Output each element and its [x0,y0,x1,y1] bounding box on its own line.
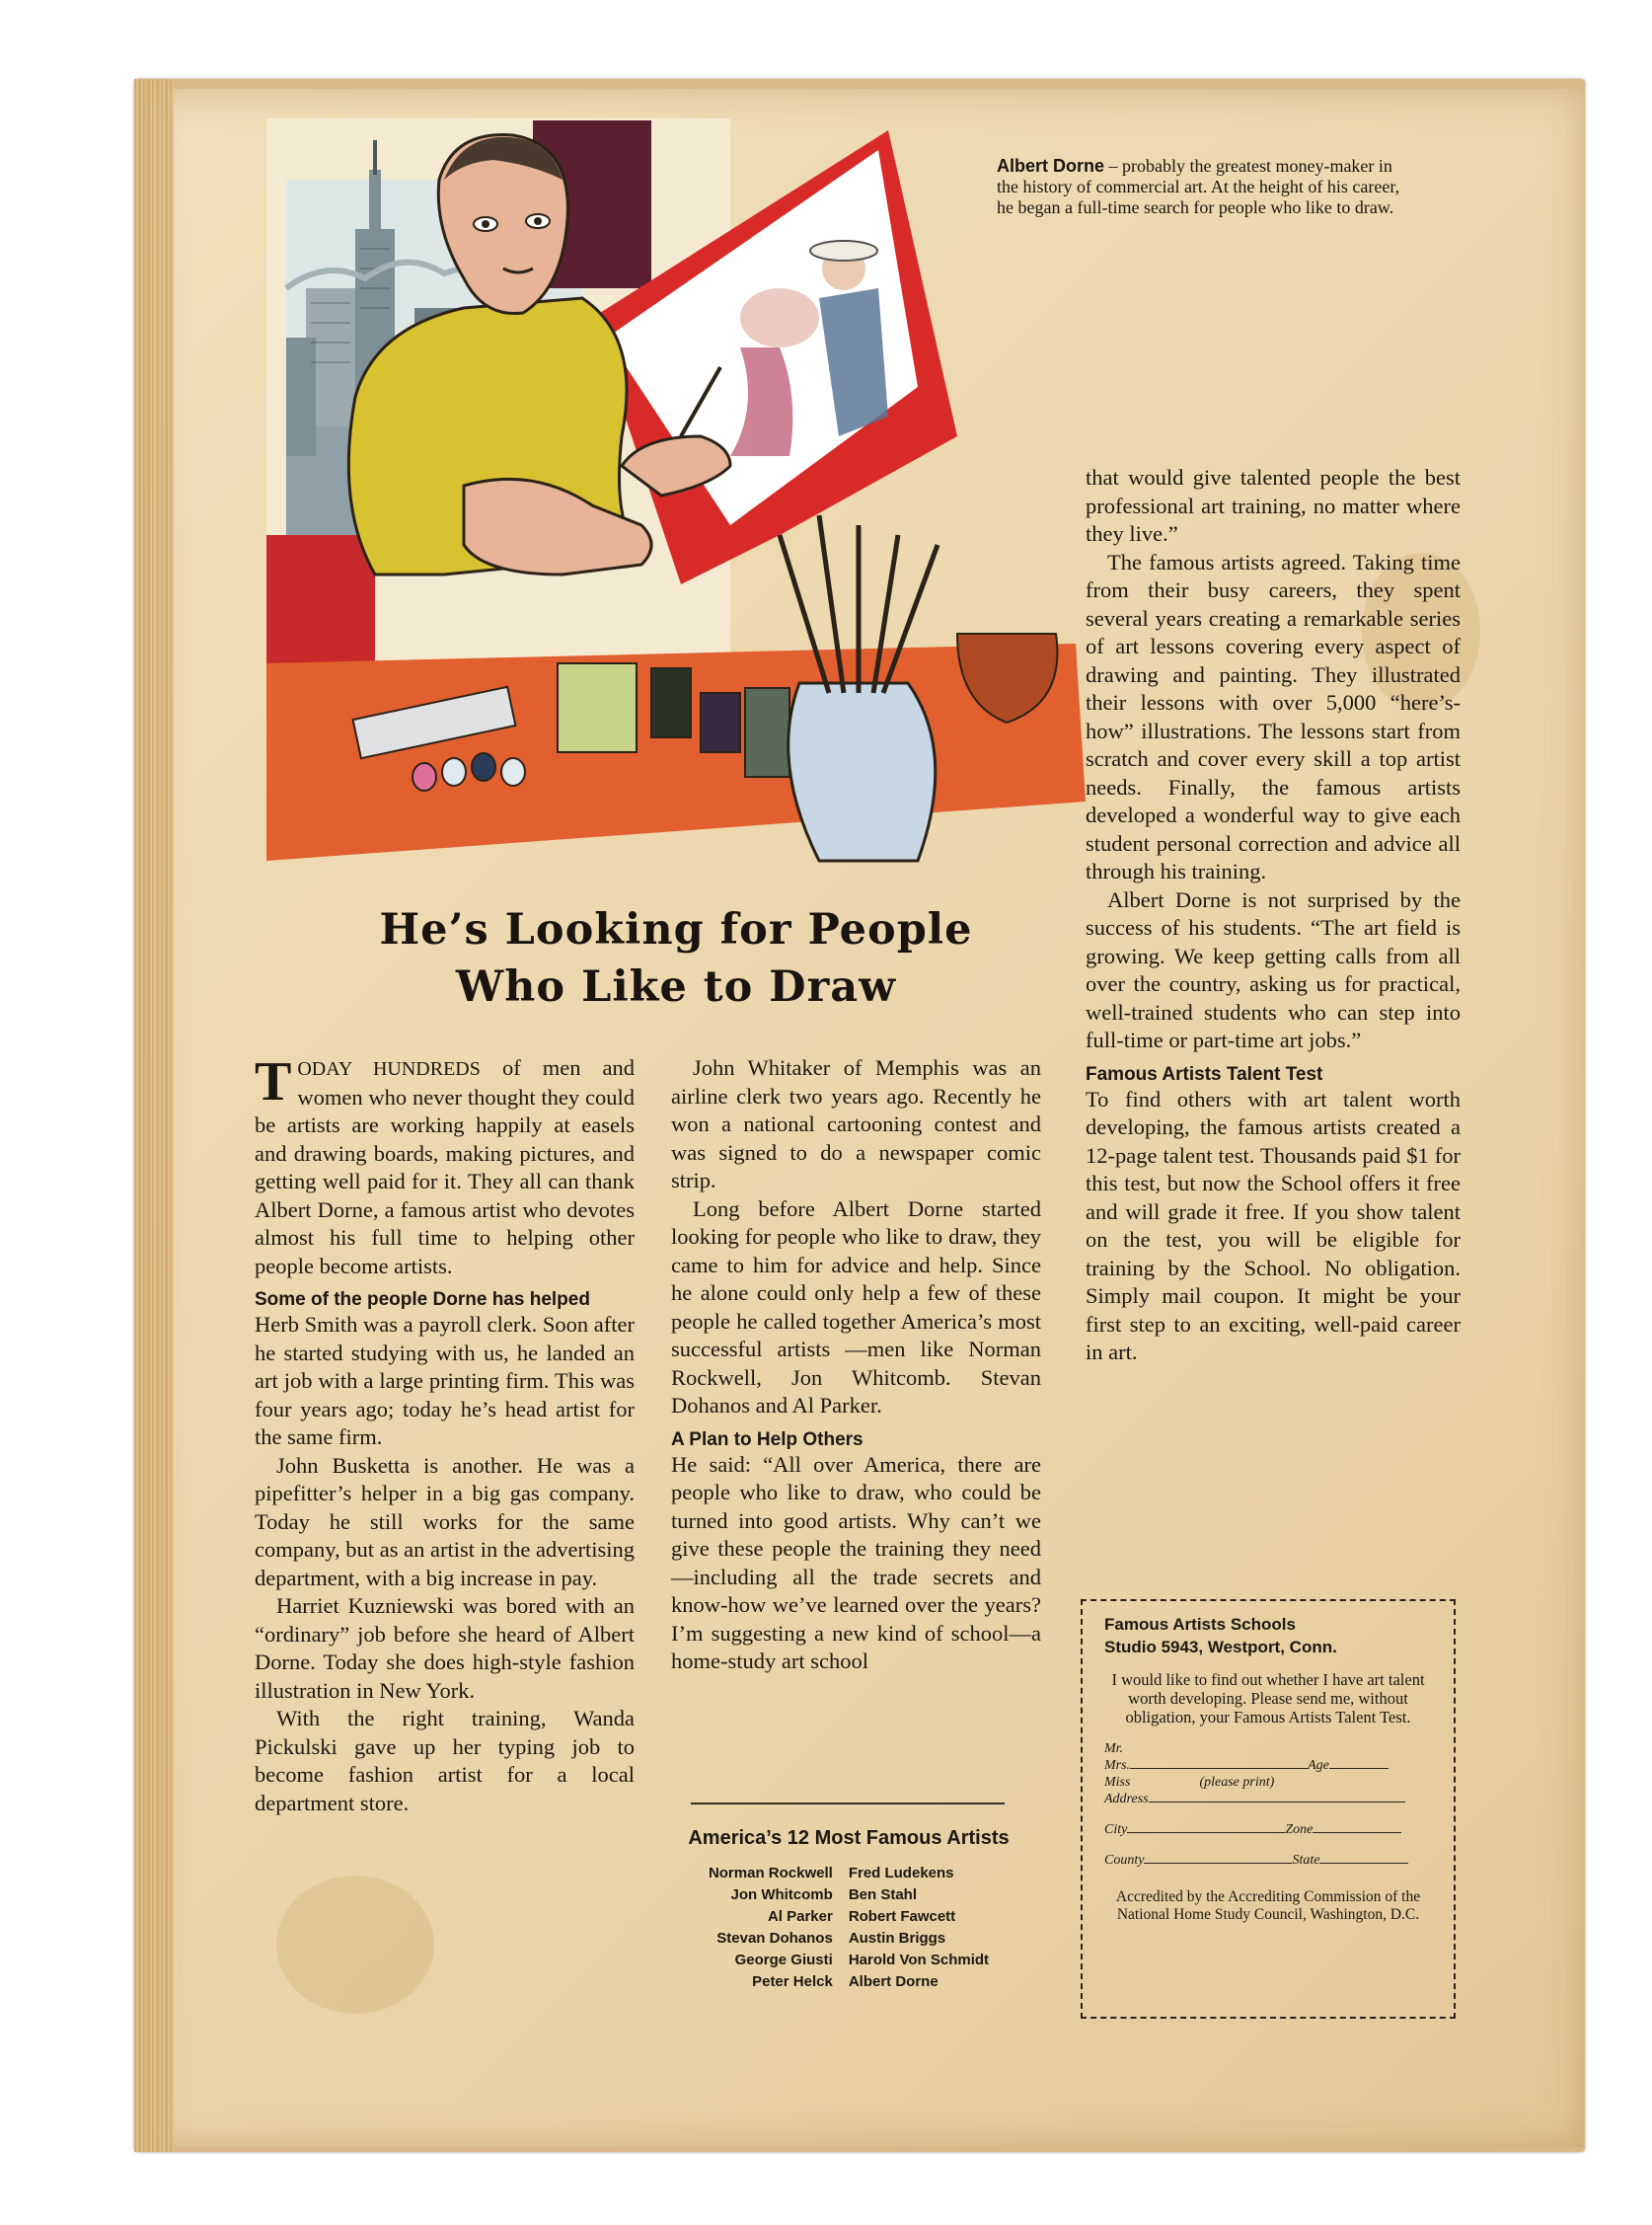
artist-name: Stevan Dohanos [716,1930,833,1947]
famous-artists-list [651,1863,1046,1993]
intro-paragraph [255,1051,636,1280]
artist-name: Robert Fawcett [848,1908,956,1925]
name-field[interactable] [1130,1768,1308,1769]
field-label-mr: Mr. [1104,1741,1124,1756]
divider [691,1803,1005,1804]
paint-jar-icon [788,683,936,861]
illustration-caption [997,156,1411,218]
intro-small-caps: ODAY HUNDREDS [297,1058,481,1080]
artist-illustration [266,111,1086,881]
artist-name: Jon Whitcomb [730,1886,833,1903]
artist-name: George Giusti [734,1952,833,1968]
paragraph: The famous artists agreed. Taking time from their busy careers, they spent several years creating a remarkable series of art lessons covering every aspect of drawing and painting. They illustrated their lessons with over 5,000 “here’s-how” illustrations. The lessons start from scratch and cover every skill a top artist needs. Finally, the famous artists developed a wonderful way to give each student personal correction and advice all through his training. [1086,549,1461,883]
field-label-zone: Zone [1285,1822,1314,1837]
address-field[interactable] [1149,1802,1405,1803]
paper-stain [276,1876,434,2014]
accreditation-note: Accredited by the Accrediting Commission of the National Home Study Council, Washington, D.C. [1115,1888,1421,1923]
paragraph: Herb Smith was a payroll clerk. Soon after he started studying with us, he landed an art job with a large printing firm. This was four years ago; today he’s head artist for the same firm. [255,1312,635,1449]
please-print-note: (please print) [1199,1775,1275,1790]
column-2 [671,1054,1041,1676]
artist-name: Al Parker [767,1908,833,1925]
field-label-state: State [1292,1853,1320,1868]
column-3 [1086,464,1461,1367]
section-heading: Famous Artists Talent Test [1086,1063,1323,1085]
state-field[interactable] [1319,1863,1408,1864]
paragraph: Albert Dorne is not surprised by the success of his students. “The art field is growing. We keep getting calls from all over the country, asking us for practical, well-trained students who can step into full-time or part-time art jobs.” [1086,886,1461,1052]
column-1 [255,1051,636,1817]
age-field[interactable] [1329,1768,1389,1769]
famous-artists-title: America’s 12 Most Famous Artists [688,1827,1010,1849]
paragraph: With the right training, Wanda Pickulski gave up her typing job to become fashion artist for a local department store. [255,1706,635,1815]
mail-coupon[interactable] [1081,1599,1456,2019]
paragraph: Long before Albert Dorne started looking for people who like to draw, they came to him for advice and help. Since he alone could only help a few of these people he called together America’s most successful artists —men like Norman Rockwell, Jon Whitcomb. Stevan Dohanos and Al Parker. [671,1195,1041,1418]
field-label-mrs: Mrs. [1104,1758,1131,1773]
paragraph: that would give talented people the best professional art training, no matter where they live.” [1086,465,1461,546]
field-label-address: Address [1104,1792,1149,1806]
field-label-age: Age [1308,1758,1329,1773]
page-spine [134,79,174,2152]
section-heading: A Plan to Help Others [671,1428,864,1450]
county-field[interactable] [1144,1863,1292,1864]
paragraph: John Whitaker of Memphis was an airline clerk two years ago. Recently he won a national cartooning contest and was signed to do a newspaper comic strip. [671,1055,1041,1192]
artist-name: Ben Stahl [848,1886,917,1903]
artist-name: Peter Helck [752,1973,833,1990]
paragraph: To find others with art talent worth developing, the famous artists created a 12-page talent test. Thousands paid $1 for this test, but now the School offers it free and will grade it free. If you show talent on the test, you will be eligible for training by the School. No obligation. Simply mail coupon. It might be your first step to an exciting, well-paid career in art. [1086,1086,1461,1364]
coupon-school: Famous Artists Schools [1104,1615,1296,1634]
caption-text: – probably the greatest money-maker in the history of commercial art. At the height of his career, he began a full-time search for people who like to draw. [997,156,1400,217]
paragraph: John Busketta is another. He was a pipefitter’s helper in a big gas company. Today he still works for the same company, but as an artist in the advertising department, with a big increase in pay. [255,1452,635,1590]
paragraph: Harriet Kuzniewski was bored with an “ordinary” job before she heard of Albert Dorne. Today she does high-style fashion illustration in New York. [255,1593,635,1703]
field-label-miss: Miss [1104,1775,1131,1790]
artist-name: Harold Von Schmidt [848,1952,990,1968]
zone-field[interactable] [1313,1832,1401,1833]
artist-name: Norman Rockwell [708,1865,833,1881]
city-field[interactable] [1127,1832,1285,1833]
artist-name: Albert Dorne [848,1973,939,1990]
section-heading: Some of the people Dorne has helped [255,1289,590,1310]
artist-name: Austin Briggs [848,1930,946,1947]
coupon-body: I would like to find out whether I have art talent worth developing. Please send me, without obligation, your Famous Artists Talent Test. [1111,1670,1425,1726]
coupon-studio: Studio 5943, Westport, Conn. [1104,1638,1337,1656]
caption-name: Albert Dorne [997,156,1105,176]
drop-cap: T [255,1051,292,1112]
paragraph: He said: “All over America, there are people who like to draw, who could be turned into good artists. Why can’t we give these people the training they need—including all the trade secrets and know-how we’ve learned over the years? I’m suggesting a new kind of school—a home-study art school [671,1451,1041,1673]
famous-artists-box [651,1826,1046,1993]
headline-line-1: He’s Looking for People [379,905,973,955]
field-label-city: City [1104,1822,1128,1837]
artist-name: Fred Ludekens [848,1865,954,1881]
headline [266,901,1086,1016]
headline-line-2: Who Like to Draw [455,962,897,1012]
field-label-county: County [1104,1853,1145,1868]
intro-text: of men and women who never thought they could be artists are working happily at easels and drawing boards, making pictures, and getting well paid for it. They all can thank Albert Dorne, a famous artist who devotes almost his full time to helping other people become artists. [255,1055,636,1278]
